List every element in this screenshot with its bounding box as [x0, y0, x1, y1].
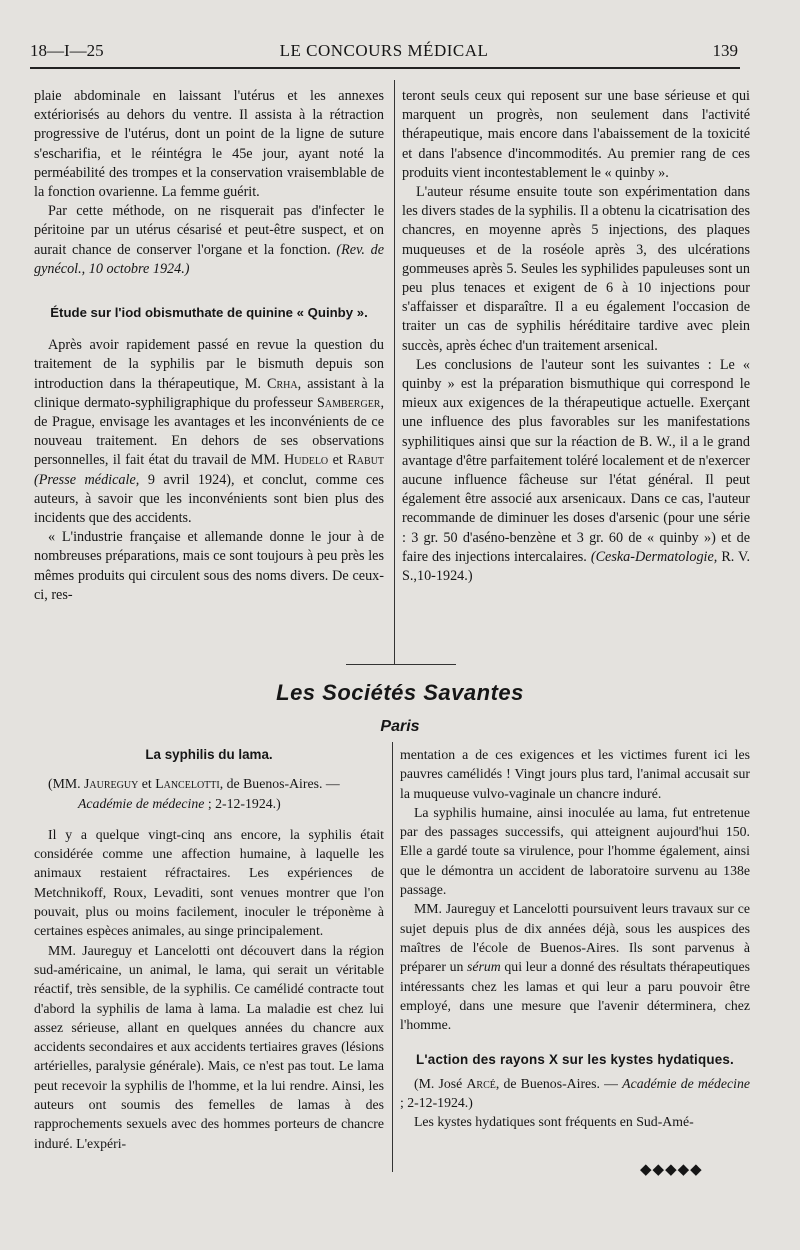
column-divider — [394, 80, 395, 665]
paragraph-text: , assistant à la clinique dermato-syphiligraphique du professeur — [34, 375, 384, 411]
reference-text: , de Buenos-Aires. — — [495, 1075, 618, 1091]
author-name: Samberger — [317, 394, 381, 411]
header-rule — [30, 67, 740, 69]
paragraph: teront seuls ceux qui reposent sur une base sérieuse et qui marquent un progrès, non seulement dans l'activité thérapeutique, mais encore dans l'abaissement de la toxicité et dans l'absence d'incommodités. Au premier rang de ces produits vient incontestablement le « quinby ». — [402, 88, 750, 181]
column-right-top — [402, 87, 750, 586]
author-name: Rabut — [347, 452, 385, 469]
journal-reference: (Rev. de gynécol., 10 octobre 1924.) — [34, 241, 385, 277]
journal-reference: (Ceska-Dermatologie, — [590, 548, 718, 565]
paragraph: MM. Jaureguy et Lancelotti ont découvert dans la région sud-américaine, un animal, le lama, qui serait un véritable réactif, très sensible, de la syphilis. Ce camélidé contracte tout d'abord la syphilis de lama à lama. La maladie est chez lui assez sérieuse, allant en quelques années du chancre aux accidents secondaires et aux accidents tertiaires graves (lésions artérielles, paralysie générale). Mais, ce n'est pas tout. Le lama peut recevoir la syphilis de l'homme, et la lui rendre. Ainsi, les auteurs ont soumis des femelles de lamas à des rapprochements sexuels avec des hommes porteurs de chancre induré. L'expéri- — [34, 942, 384, 1151]
paragraph-text: , de Prague, envisage les avantages et les inconvénients de ce nouveau traitement. En dehors de ses observations personnelles, il fait état du travail de MM. — [34, 394, 385, 469]
paragraph: plaie abdominale en laissant l'utérus et les annexes extériorisés au dehors du ventre. Il assista à la rétraction progressive de l'utérus, dont un point de la ligne de suture s'escharifia, et le réintégra le 45e jour, ayant noté la perméabilité des trompes et la conservation vraisemblable de la fonction ovarienne. La femme guérit. — [34, 88, 384, 201]
author-name: Hudelo — [284, 452, 329, 469]
paragraph: La syphilis humaine, ainsi inoculée au lama, fut entretenue par des passages successifs, qui atteignent aujourd'hui 150. Elle a gardé toute sa virulence, pour l'homme également, ainsi que le démontra un accident de laboratoire survenu au 138e passage. — [400, 804, 750, 898]
page-number: 139 — [712, 41, 738, 60]
paragraph: mentation a de ces exigences et les victimes furent ici les pauvres camélidés ! Vingt jours plus tard, l'animal accusait sur la muqueuse vulvo-vaginale un chancre induré. — [400, 747, 750, 801]
emphasis: sérum — [467, 959, 501, 975]
paragraph — [34, 336, 384, 528]
paragraph — [400, 899, 750, 1034]
journal-title: LE CONCOURS MÉDICAL — [279, 41, 489, 60]
ornament-diamonds: ◆◆◆◆◆ — [640, 1162, 703, 1178]
column-divider — [392, 742, 393, 1172]
paragraph-text: Après avoir rapidement passé en revue la question du traitement de la syphilis par le bismuth depuis son introduction dans la thérapeutique, M. — [34, 337, 384, 392]
article-subtitle: La syphilis du lama. — [145, 747, 273, 762]
paragraph — [402, 356, 750, 586]
paragraph — [34, 202, 384, 279]
author-name: Crha — [266, 375, 298, 392]
paragraph: Les kystes hydatiques sont fréquents en Sud-Amé- — [414, 1114, 694, 1130]
paragraph-text: et — [332, 452, 343, 469]
column-left-bottom — [34, 735, 384, 1153]
paragraph-text: 9 avril 1924), et conclut, comme ces auteurs, à savoir que les inconvénients sont bien plus des incidents que des accidents. — [34, 471, 385, 527]
column-left-top — [34, 87, 384, 605]
paragraph-text: MM. Jaureguy et Lancelotti poursuivent leurs travaux sur ce sujet depuis plus de dix années déjà, sous les auspices des maîtres de l'école de Buenos-Aires. Ils sont parvenus à préparer un — [400, 901, 750, 975]
reference-date: ; 2-12-1924.) — [400, 1095, 473, 1111]
reference-text: (M. José — [414, 1075, 463, 1091]
academy-name: Académie de médecine — [622, 1075, 751, 1091]
author-name: Jaureguy — [84, 776, 139, 792]
paragraph-text: qui leur a donné des résultats thérapeutiques intéressants chez les lamas et qui leur a paru pouvoir être employé, dans une mesure que l'avenir déterminera, chez l'homme. — [400, 959, 750, 1033]
author-name: Lancelotti — [155, 776, 220, 792]
paragraph-text: R. V. S.,10-1924.) — [402, 548, 751, 585]
column-right-bottom — [400, 745, 750, 1132]
paragraph-text: Par cette méthode, on ne risquerait pas d'infecter le péritoine par un utérus césarisé et peut-être suspect, et on aurait chance de conserver l'organe et la fonction. — [34, 203, 384, 258]
section-city: Paris — [380, 718, 420, 735]
article-subtitle: Étude sur l'iod obismuthate de quinine « Quinby ». — [50, 305, 368, 321]
journal-reference: (Presse médicale, — [34, 471, 140, 488]
reference-date: ; 2-12-1924.) — [207, 795, 281, 811]
article-reference — [400, 1074, 750, 1113]
reference-text: et — [141, 776, 152, 792]
paragraph-text: Les conclusions de l'auteur sont les suivantes : Le « quinby » est la préparation bismuthique qui correspond le mieux aux exigences de la thérapeutique actuelle. Exerçant une influence des plus favorables sur les manifestations syphilitiques ainsi que sur la réaction de B. W., il a le grand avantage d'être parfaitement toléré localement et de n'exercer aucune influence fâcheuse sur l'état général. Il peut également être associé aux arsenicaux. Dans ce cas, l'auteur recommande de diminuer les doses d'arsenic (pour une série : 3 gr. 50 d'aséno-benzène et 3 gr. 60 de « quinby ») et de faire des injections intercalaires. — [402, 356, 750, 565]
paragraph: Il y a quelque vingt-cinq ans encore, la syphilis était considérée comme une affection humaine, à laquelle les animaux restaient réfractaires. Les expériences de Metchnikoff, Roux, Levaditi, sont venues montrer que l'on pouvait, plus ou moins facilement, inoculer le tréponème à certaines espèces animales, au singe principalement. — [34, 826, 384, 939]
author-name: Arcé — [466, 1075, 496, 1091]
section-rule — [346, 664, 456, 665]
reference-text: (MM. — [48, 776, 81, 792]
section-title: Les Sociétés Savantes — [276, 680, 524, 705]
paragraph: « L'industrie française et allemande donne le jour à de nombreuses préparations, mais ce sont toujours à peu près les mêmes produits qui circulent sous des noms divers. De ceux-ci, res- — [34, 529, 384, 603]
academy-name: Académie de médecine — [78, 795, 205, 811]
reference-text: , de Buenos-Aires. — — [219, 776, 340, 792]
article-reference — [34, 774, 384, 813]
article-subtitle: L'action des rayons X sur les kystes hydatiques. — [416, 1052, 734, 1068]
issue-number: 18—I—25 — [30, 41, 104, 60]
paragraph: L'auteur résume ensuite toute son expérimentation dans les divers stades de la syphilis. Il a obtenu la cicatrisation des chancres, en moyenne après 5 injections, des plaques muqueuses et de la roséole après 3, des ulcérations gommeuses après 5. Seules les syphilides papuleuses sont un peu plus tenaces et exigent de 6 à 10 injections pour s'affaisser et disparaître. Il a eu également l'occasion de traiter un cas de syphilis héréditaire tardive avec plein succès, après échec d'un traitement arsenical. — [402, 184, 750, 354]
page-header — [30, 41, 738, 63]
